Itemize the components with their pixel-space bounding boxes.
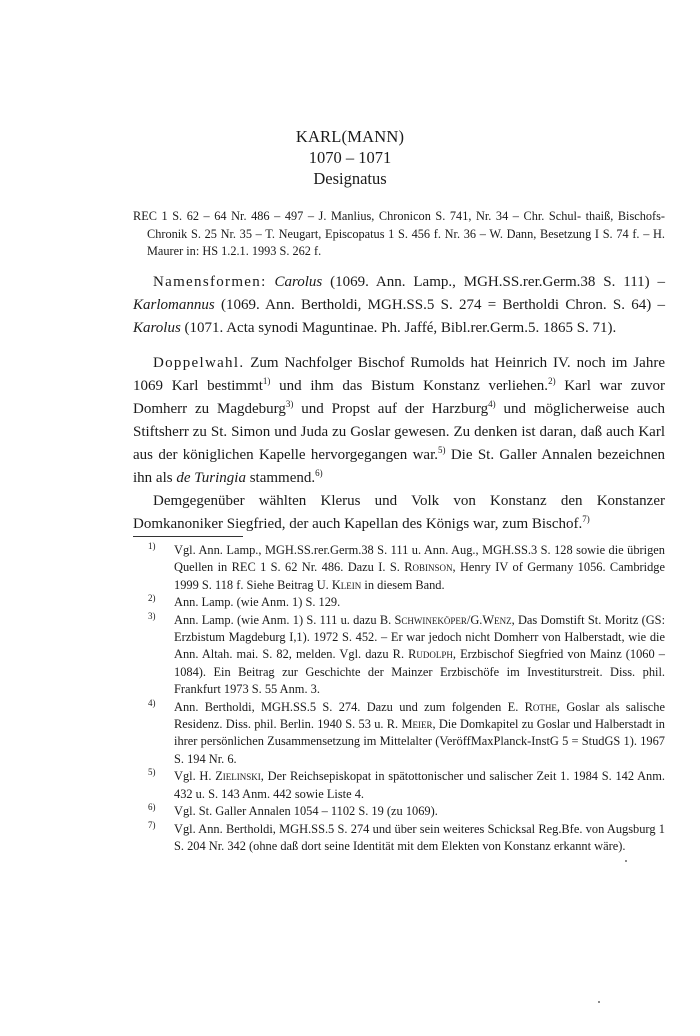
counter-election-paragraph: Demgegenüber wählten Klerus und Volk von Konstanz den Konstanzer Domkanoniker Siegfried, der auch Kapellan des Königs war, zum Bischof.$^{7)}$ [133, 493, 665, 532]
footnote-ref[interactable]: 3) [285, 399, 294, 409]
footnote-ref[interactable]: 2) [548, 376, 556, 386]
literature-references [133, 208, 665, 261]
scan-speck [625, 860, 627, 862]
footnote: $^{4)}$ Ann. Bertholdi, MGH.SS.5 S. 274. Dazu und zum folgenden E. Rothe, Goslar als salische Residenz. Diss. phil. Berlin. 1940 S. 53 u. R. Meier, Die Domkapitel zu Goslar und Halberstadt in ihrer persönlichen Zusammensetzung im Mittelalter (VeröffMaxPlanck-InstG 5 = StudGS 1). 1967 S. 194 Nr. 6. [148, 697, 665, 766]
scan-speck [598, 1001, 600, 1003]
tenure-years: 1070 – 1071 [308, 148, 392, 167]
footnote-divider [133, 536, 243, 537]
footnote: $^{2)}$ Ann. Lamp. (wie Anm. 1) S. 129. [148, 593, 341, 610]
footnote-ref[interactable]: 6) [315, 468, 323, 478]
section-label-doppelwahl: Doppelwahl. [153, 355, 245, 371]
bishop-status: Designatus [313, 169, 387, 188]
footnote: $^{5)}$ Vgl. H. Zielinski, Der Reichsepiskopat in spätottonischer und salischer Zeit 1. 1984 S. 142 Anm. 432 u. S. 143 Anm. 442 sowie Liste 4. [148, 767, 665, 801]
footnote-ref[interactable]: 1) [262, 376, 271, 386]
footnotes [148, 542, 665, 855]
bishop-name: KARL(MANN) [295, 127, 405, 146]
section-label-namensformen: Namensformen: [153, 274, 267, 290]
name-forms-paragraph: Namensformen: Carolus (1069. Ann. Lamp., MGH.SS.rer.Germ.38 S. 111) – Karlomannus (1069. Ann. Bertholdi, MGH.SS.5 S. 274 = Bertholdi Chron. S. 64) – Karolus (1071. Acta synodi Maguntinae. Ph. Jaffé, Bibl.rer.Germ.5. 1865 S. 71). [133, 274, 666, 336]
footnote: $^{6)}$ Vgl. St. Galler Annalen 1054 – 1102 S. 19 (zu 1069). [148, 801, 438, 819]
footnote-ref[interactable]: 4) [488, 399, 496, 409]
main-text [133, 271, 665, 536]
footnote: $^{1)}$ Vgl. Ann. Lamp., MGH.SS.rer.Germ.38 S. 111 u. Ann. Aug., MGH.SS.3 S. 128 sowie die übrigen Quellen in REC 1 S. 62 Nr. 486. Dazu I. S. Robinson, Henry IV of Germany 1056. Cambridge 1999 S. 118 f. Siehe Beitrag U. Klein in diesem Band. [148, 540, 665, 592]
footnote: $^{7)}$ Vgl. Ann. Bertholdi, MGH.SS.5 S. 274 und über sein weiteres Schicksal Reg.Bfe. von Augsburg 1 S. 204 Nr. 342 (ohne daß dort seine Identität mit dem Elekten von Konstanz erkannt wäre). [148, 819, 665, 853]
double-election-paragraph: Doppelwahl. Zum Nachfolger Bischof Rumolds hat Heinrich IV. noch im Jahre 1069 Karl bestimmt$^{1)}$ und ihm das Bistum Konstanz verliehen.$^{2)}$ Karl war zuvor Domherr zu Magdeburg$^{3)}$ und Propst auf der Harzburg$^{4)}$ und möglicherweise auch Stiftsherr zu St. Simon und Juda zu Goslar gewesen. Zu denken ist daran, daß auch Karl aus der königlichen Kapelle hervorgegangen war.$^{5)}$ Die St. Galler Annalen bezeichnen ihn als de Turingia stammend.$^{6)}$ [133, 355, 666, 486]
footnote: $^{3)}$ Ann. Lamp. (wie Anm. 1) S. 111 u. dazu B. Schwineköper/G.Wenz, Das Domstift St. Moritz (GS: Erzbistum Magdeburg I,1). 1972 S. 452. – Er war jedoch nicht Domherr von Halberstadt, wie die Ann. Altah. mai. S. 82, melden. Vgl. dazu R. Rudolph, Erzbischof Siegfried von Mainz (1060 – 1084). Ein Beitrag zur Geschichte der Mainzer Erzbischöfe im Investiturstreit. Diss. phil. Frankfurt 1973 S. 55 Anm. 3. [148, 610, 666, 697]
references-text: REC 1 S. 62 – 64 Nr. 486 – 497 – J. Manlius, Chronicon S. 741, Nr. 34 – Chr. Schul- thaiß, Bischofs-Chronik S. 25 Nr. 35 – T. Neugart, Episcopatus 1 S. 456 f. Nr. 36 – W. Dann, Besetzung I S. 74 f. – H. Maurer in: HS 1.2.1. 1993 S. 262 f. [133, 209, 665, 259]
footnote-ref[interactable]: 5) [438, 445, 446, 455]
footnote-ref[interactable]: 7) [582, 514, 590, 524]
entry-heading [0, 126, 700, 189]
